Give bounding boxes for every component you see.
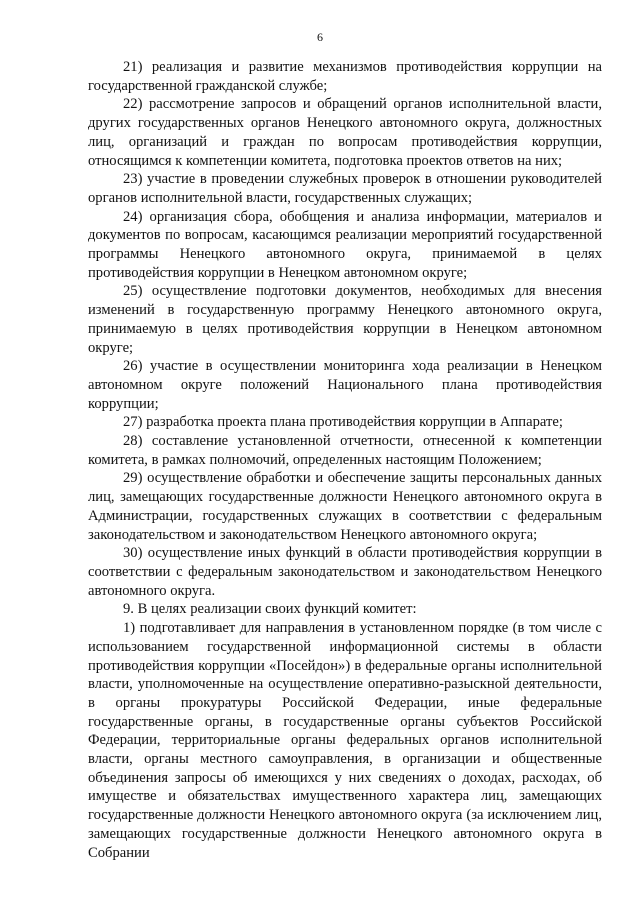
- paragraph-subitem-1: 1) подготавливает для направления в установленном порядке (в том числе с использованием государственной информационной системы в области противодействия коррупции «Посейдон») в федеральные органы исполнительной власти, уполномоченные на осуществление оперативно-разыскной деятельности, в органы прокуратуры Российской Федерации, иные федеральные государственные органы, в государственные органы субъектов Российской Федерации, территориальные органы федеральных органов исполнительной власти, органы местного самоуправления, в организации и общественные объединения запросы об имеющихся у них сведениях о доходах, расходах, об имуществе и обязательствах имущественного характера лиц, замещающих государственные должности Ненецкого автономного округа (за исключением лиц, замещающих государственные должности Ненецкого автономного округа в Собрании: [88, 620, 602, 861]
- paragraph-item-26: 26) участие в осуществлении мониторинга хода реализации в Ненецком автономном округе положений Национального плана противодействия коррупции;: [88, 358, 602, 412]
- paragraph-item-22: 22) рассмотрение запросов и обращений органов исполнительной власти, других государственных органов Ненецкого автономного округа, должностных лиц, организаций и граждан по вопросам противодействия коррупции, относящимся к компетенции комитета, подготовка проектов ответов на них;: [88, 96, 602, 169]
- paragraph-item-21: 21) реализация и развитие механизмов противодействия коррупции на государственной гражданской службе;: [88, 59, 602, 94]
- page-number: 6: [317, 30, 323, 44]
- section-heading-9: 9. В целях реализации своих функций комитет:: [123, 601, 417, 618]
- paragraph-item-29: 29) осуществление обработки и обеспечение защиты персональных данных лиц, замещающих государственные должности Ненецкого автономного округа в Администрации, государственных служащих в соответствии с федеральным законодательством и законодательством Ненецкого автономного округа;: [88, 470, 602, 543]
- document-body: [88, 58, 602, 862]
- paragraph-item-24: 24) организация сбора, обобщения и анализа информации, материалов и документов по вопросам, касающимся реализации мероприятий государственной программы Ненецкого автономного округа, принимаемой в целях противодействия коррупции в Ненецком автономном округе;: [88, 208, 602, 281]
- paragraph-item-30: 30) осуществление иных функций в области противодействия коррупции в соответствии с федеральным законодательством и законодательством Ненецкого автономного округа.: [88, 545, 602, 599]
- paragraph-item-27: 27) разработка проекта плана противодействия коррупции в Аппарате;: [123, 414, 563, 431]
- paragraph-item-23: 23) участие в проведении служебных проверок в отношении руководителей органов исполнительной власти, государственных служащих;: [88, 171, 602, 206]
- paragraph-item-28: 28) составление установленной отчетности, отнесенной к компетенции комитета, в рамках полномочий, определенных настоящим Положением;: [88, 433, 602, 468]
- paragraph-item-25: 25) осуществление подготовки документов, необходимых для внесения изменений в государственную программу Ненецкого автономного округа, принимаемую в целях противодействия коррупции в Ненецком автономном округе;: [88, 283, 602, 356]
